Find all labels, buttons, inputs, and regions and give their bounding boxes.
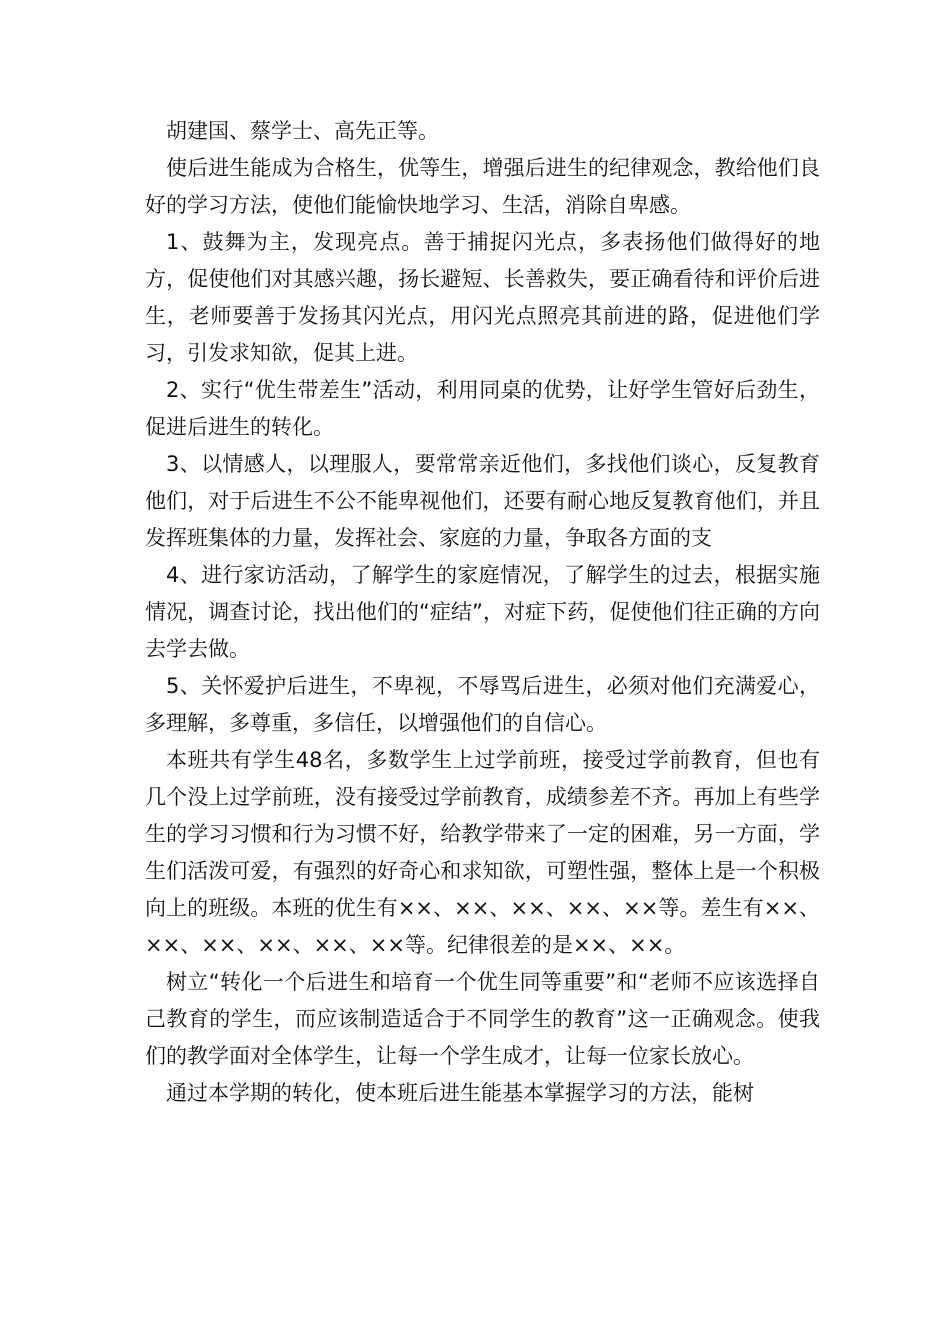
paragraph-8: 本班共有学生48名，多数学生上过学前班，接受过学前教育，但也有几个没上过学前班，没有接受过学前教育，成绩参差不齐。再加上有些学生的学习习惯和行为习惯不好，给教学带来了一定的困难，另一方面，学生们活泼可爱，有强烈的好奇心和求知欲，可塑性强，整体上是一个积极向上的班级。本班的优生有××、××、××、××、××等。差生有××、××、××、××、××、××等。纪律很差的是××、××。 — [145, 748, 820, 957]
paragraph-10: 通过本学期的转化，使本班后进生能基本掌握学习的方法，能树 — [166, 1081, 754, 1105]
paragraph-3: 1、鼓舞为主，发现亮点。善于捕捉闪光点，多表扬他们做得好的地方，促使他们对其感兴趣，扬长避短、长善救失，要正确看待和评价后进生，老师要善于发扬其闪光点，用闪光点照亮其前进的路，促进他们学习，引发求知欲，促其上进。 — [145, 230, 820, 365]
document-body — [145, 113, 820, 1112]
paragraph-1: 胡建国、蔡学士、高先正等。 — [166, 119, 439, 143]
paragraph-9: 树立“转化一个后进生和培育一个优生同等重要”和“老师不应该选择自己教育的学生，而应该制造适合于不同学生的教育”这一正确观念。使我们的教学面对全体学生，让每一个学生成才，让每一位家长放心。 — [145, 970, 820, 1068]
paragraph-5: 3、以情感人，以理服人，要常常亲近他们，多找他们谈心，反复教育他们，对于后进生不公不能卑视他们，还要有耐心地反复教育他们，并且发挥班集体的力量，发挥社会、家庭的力量，争取各方面的支 — [145, 452, 820, 550]
paragraph-7: 5、关怀爱护后进生，不卑视，不辱骂后进生，必须对他们充满爱心，多理解，多尊重，多信任，以增强他们的自信心。 — [145, 674, 820, 735]
paragraph-4: 2、实行“优生带差生”活动，利用同桌的优势，让好学生管好后劲生，促进后进生的转化。 — [145, 378, 820, 439]
paragraph-6: 4、进行家访活动，了解学生的家庭情况，了解学生的过去，根据实施情况，调查讨论，找出他们的“症结”，对症下药，促使他们往正确的方向去学去做。 — [145, 563, 820, 661]
paragraph-2: 使后进生能成为合格生，优等生，增强后进生的纪律观念，教给他们良好的学习方法，使他们能愉快地学习、生活，消除自卑感。 — [145, 156, 820, 217]
